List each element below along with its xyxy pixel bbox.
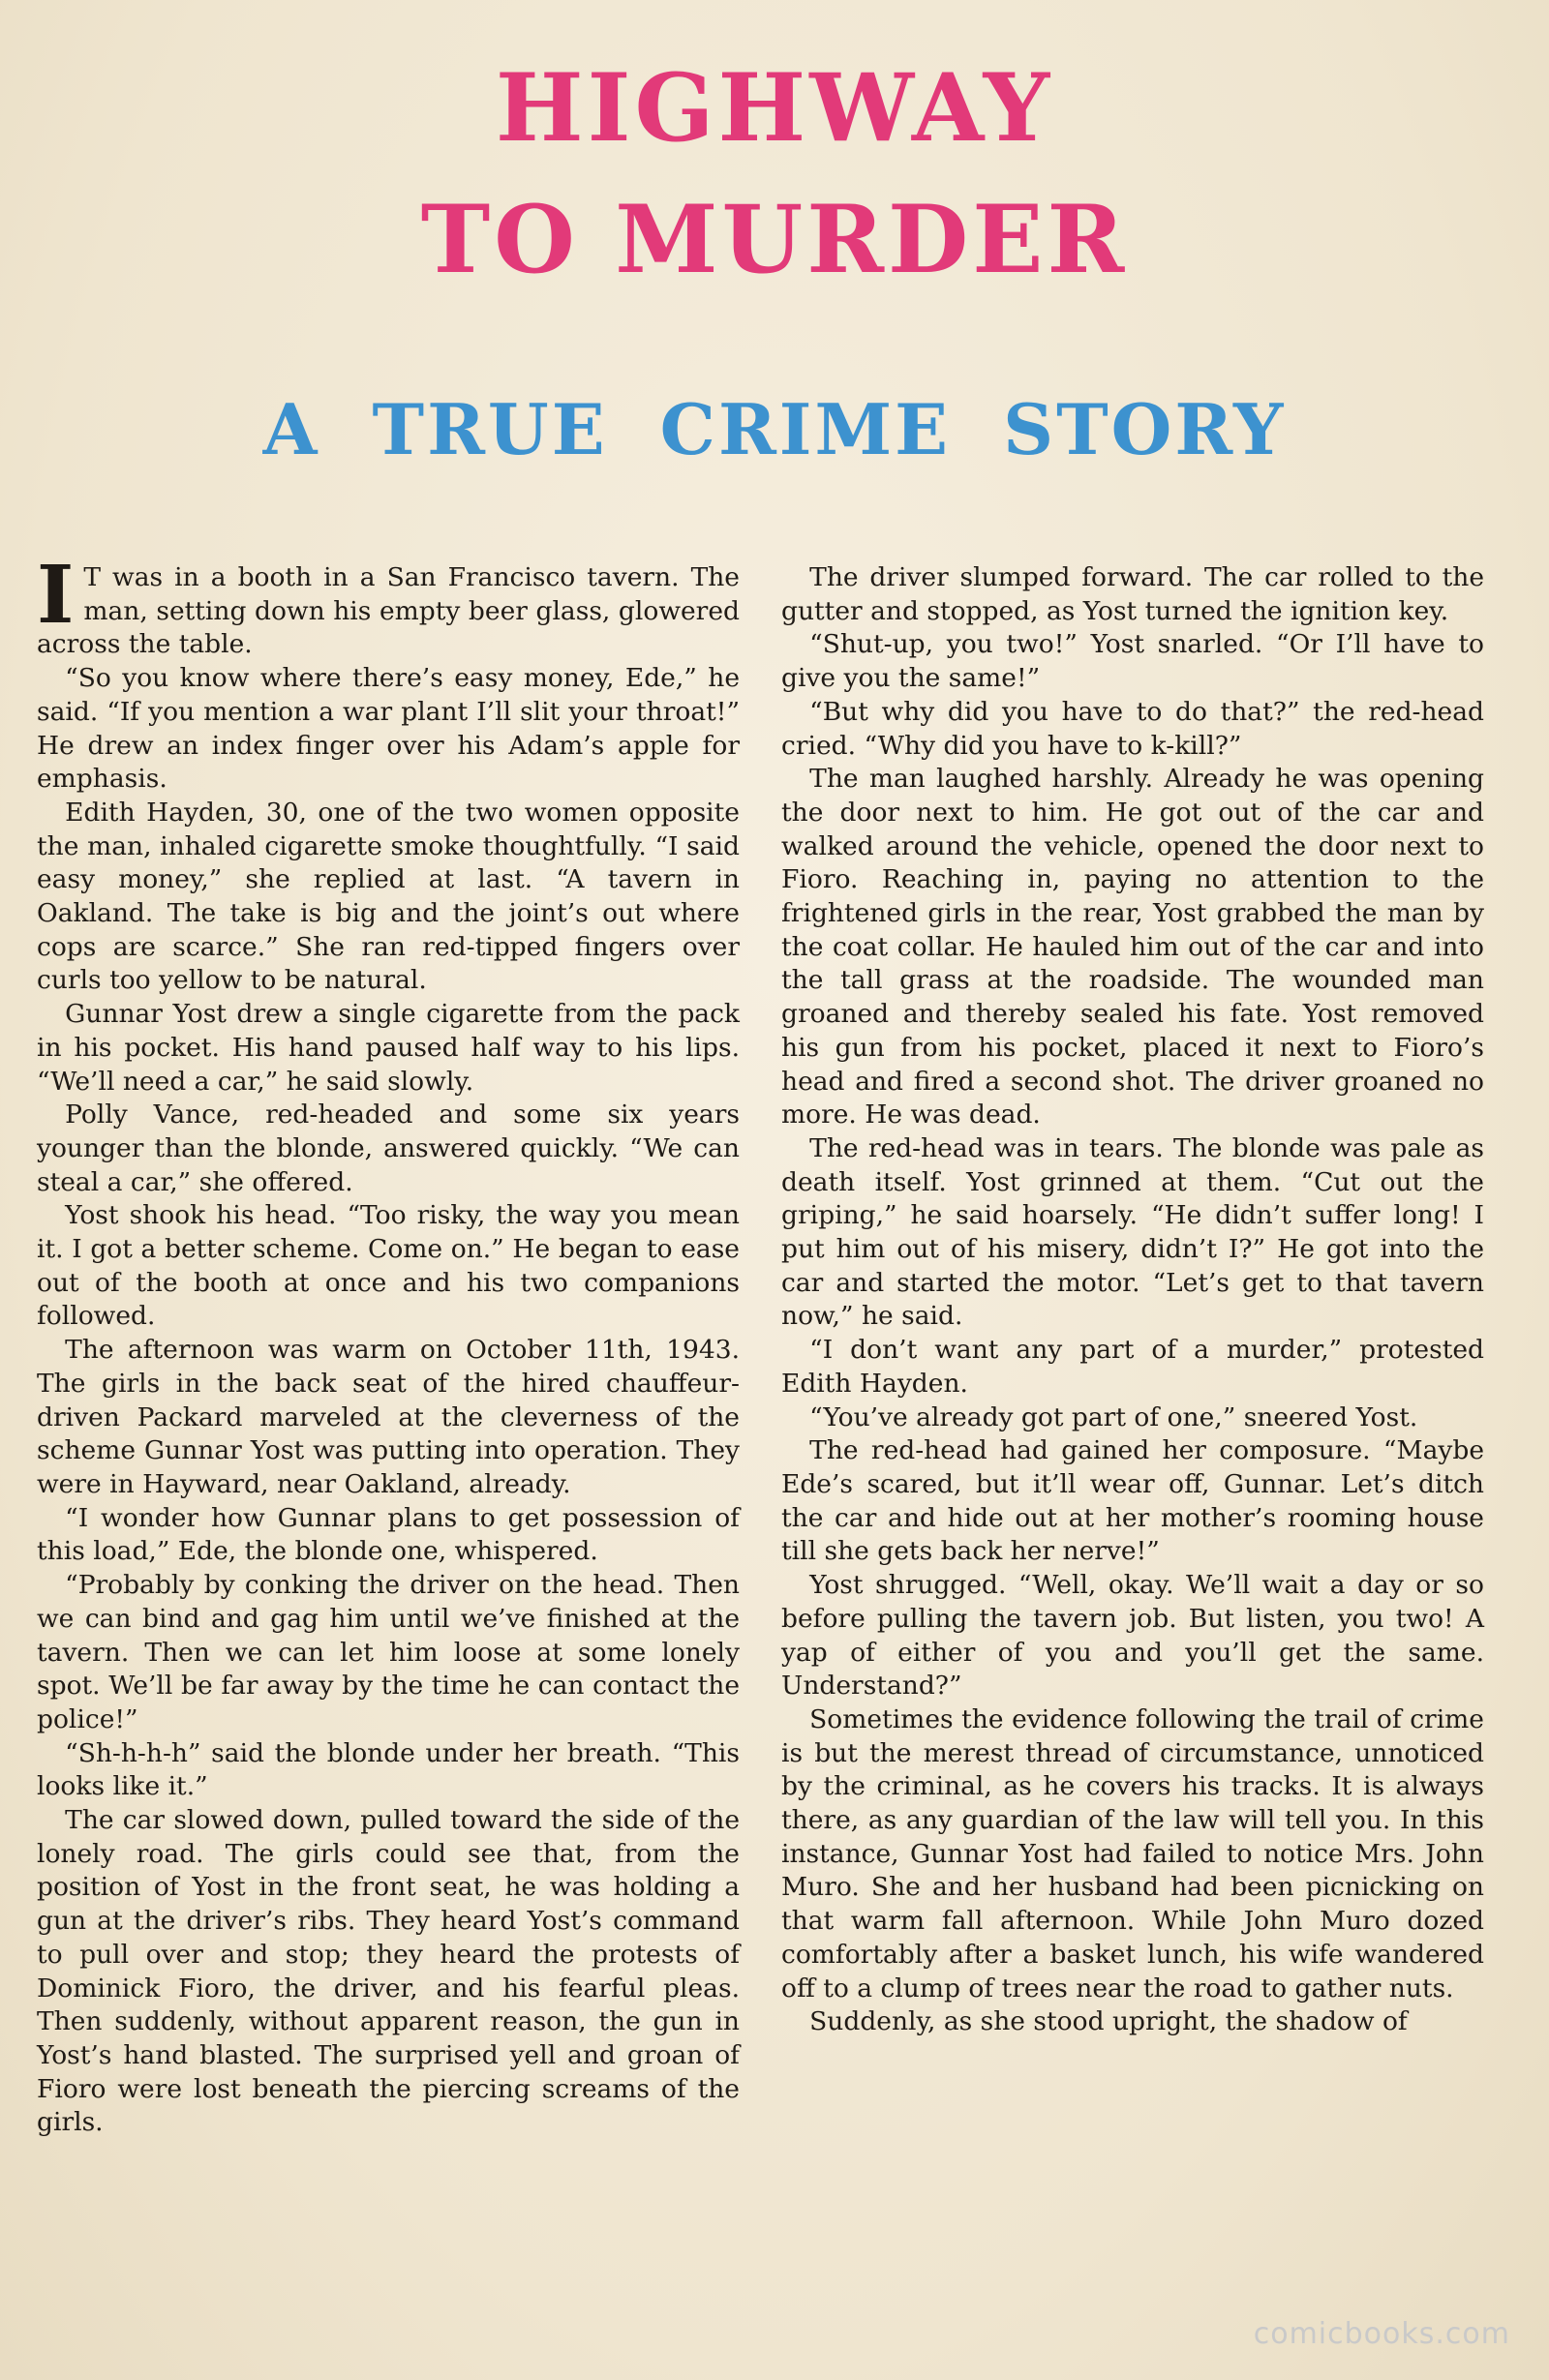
right-paragraph-10: Sometimes the evidence following the trail of crime is but the merest thread of circumstance, unnoticed by the criminal, as he covers his tracks. It is always there, as any guardian of the law will tell you. In this instance, Gunnar Yost had failed to notice Mrs. John Muro. She and her husband had been picnicking on that warm fall afternoon. While John Muro dozed comfortably after a basket lunch, his wife wandered off to a clump of trees near the road to gather nuts. bbox=[781, 1703, 1484, 2003]
drop-cap: I bbox=[37, 549, 75, 642]
left-paragraph-11: The car slowed down, pulled toward the side of the lonely road. The girls could see that, from the position of Yost in the front seat, he was holding a gun at the driver’s ribs. They heard Yost’s command to pull over and stop; they heard the protests of Dominick Fioro, the driver, and his fearful pleas. Then suddenly, without apparent reason, the gun in Yost’s hand blasted. The surprised yell and groan of Fioro were lost beneath the piercing screams of the girls. bbox=[37, 1805, 740, 2138]
right-paragraph-3: “But why did you have to do that?” the red-head cried. “Why did you have to k-kill?” bbox=[781, 696, 1484, 761]
right-paragraph-1: The driver slumped forward. The car rolled to the gutter and stopped, as Yost turned the ignition key. bbox=[781, 562, 1484, 626]
left-paragraph-1-text: T was in a booth in a San Francisco tavern. The man, setting down his empty beer glass, glowered across the table. bbox=[37, 562, 740, 660]
right-paragraph-8: The red-head had gained her composure. “Maybe Ede’s scared, but it’ll wear off, Gunnar. Let’s ditch the car and hide out at her mother’s rooming house till she gets back her nerve!” bbox=[781, 1435, 1484, 1567]
story-title-line-1: HIGHWAY bbox=[495, 53, 1054, 163]
left-paragraph-2: “So you know where there’s easy money, Ede,” he said. “If you mention a war plant I’ll slit your throat!” He drew an index finger over his Adam’s apple for emphasis. bbox=[37, 663, 740, 795]
left-paragraph-8: “I wonder how Gunnar plans to get possession of this load,” Ede, the blonde one, whispered. bbox=[37, 1502, 740, 1567]
left-paragraph-9: “Probably by conking the driver on the head. Then we can bind and gag him until we’ve finished at the tavern. Then we can let him loose at some lonely spot. We’ll be far away by the time he can contact the police!” bbox=[37, 1570, 740, 1734]
right-paragraph-6: “I don’t want any part of a murder,” protested Edith Hayden. bbox=[781, 1335, 1484, 1399]
right-text-column bbox=[781, 561, 1484, 2039]
right-paragraph-9: Yost shrugged. “Well, okay. We’ll wait a day or so before pulling the tavern job. But listen, you two! A yap of either of you and you’ll get the same. Understand?” bbox=[781, 1570, 1484, 1702]
left-paragraph-7: The afternoon was warm on October 11th, 1943. The girls in the back seat of the hired chauffeur-driven Packard marveled at the cleverness of the scheme Gunnar Yost was putting into operation. They were in Hayward, near Oakland, already. bbox=[37, 1335, 740, 1499]
right-paragraph-5: The red-head was in tears. The blonde was pale as death itself. Yost grinned at them. “Cut out the griping,” he said hoarsely. “He didn’t suffer long! I put him out of his misery, didn’t I?” He got into the car and started the motor. “Let’s get to that tavern now,” he said. bbox=[781, 1132, 1484, 1332]
left-paragraph-3: Edith Hayden, 30, one of the two women opposite the man, inhaled cigarette smoke thoughtfully. “I said easy money,” she replied at last. “A tavern in Oakland. The take is big and the joint’s out where cops are scarce.” She ran red-tipped fingers over curls too yellow to be natural. bbox=[37, 797, 740, 996]
left-paragraph-1 bbox=[37, 549, 740, 662]
right-paragraph-7: “You’ve already got part of one,” sneered Yost. bbox=[809, 1401, 1418, 1432]
left-paragraph-5: Polly Vance, red-headed and some six years younger than the blonde, answered quickly. “We can steal a car,” she offered. bbox=[37, 1100, 740, 1197]
story-subtitle: A TRUE CRIME STORY bbox=[262, 388, 1287, 470]
right-paragraph-4: The man laughed harshly. Already he was opening the door next to him. He got out of the car and walked around the vehicle, opened the door next to Fioro. Reaching in, paying no attention to the frightened girls in the rear, Yost grabbed the man by the coat collar. He hauled him out of the car and into the tall grass at the roadside. The wounded man groaned and thereby sealed his fate. Yost removed his gun from his pocket, placed it next to Fioro’s head and fired a second shot. The driver groaned no more. He was dead. bbox=[781, 764, 1484, 1130]
left-paragraph-6: Yost shook his head. “Too risky, the way you mean it. I got a better scheme. Come on.” He began to ease out of the booth at once and his two companions followed. bbox=[37, 1200, 740, 1332]
right-paragraph-11: Suddenly, as she stood upright, the shadow of bbox=[809, 2006, 1408, 2037]
left-paragraph-4: Gunnar Yost drew a single cigarette from the pack in his pocket. His hand paused half way to his lips. “We’ll need a car,” he said slowly. bbox=[37, 999, 740, 1097]
left-text-column bbox=[37, 549, 740, 2140]
site-watermark: comicbooks.com bbox=[1253, 2317, 1510, 2351]
story-title-line-2: TO MURDER bbox=[420, 185, 1129, 294]
right-paragraph-2: “Shut-up, you two!” Yost snarled. “Or I’ll have to give you the same!” bbox=[781, 629, 1484, 694]
left-paragraph-10: “Sh-h-h-h” said the blonde under her breath. “This looks like it.” bbox=[37, 1737, 740, 1802]
